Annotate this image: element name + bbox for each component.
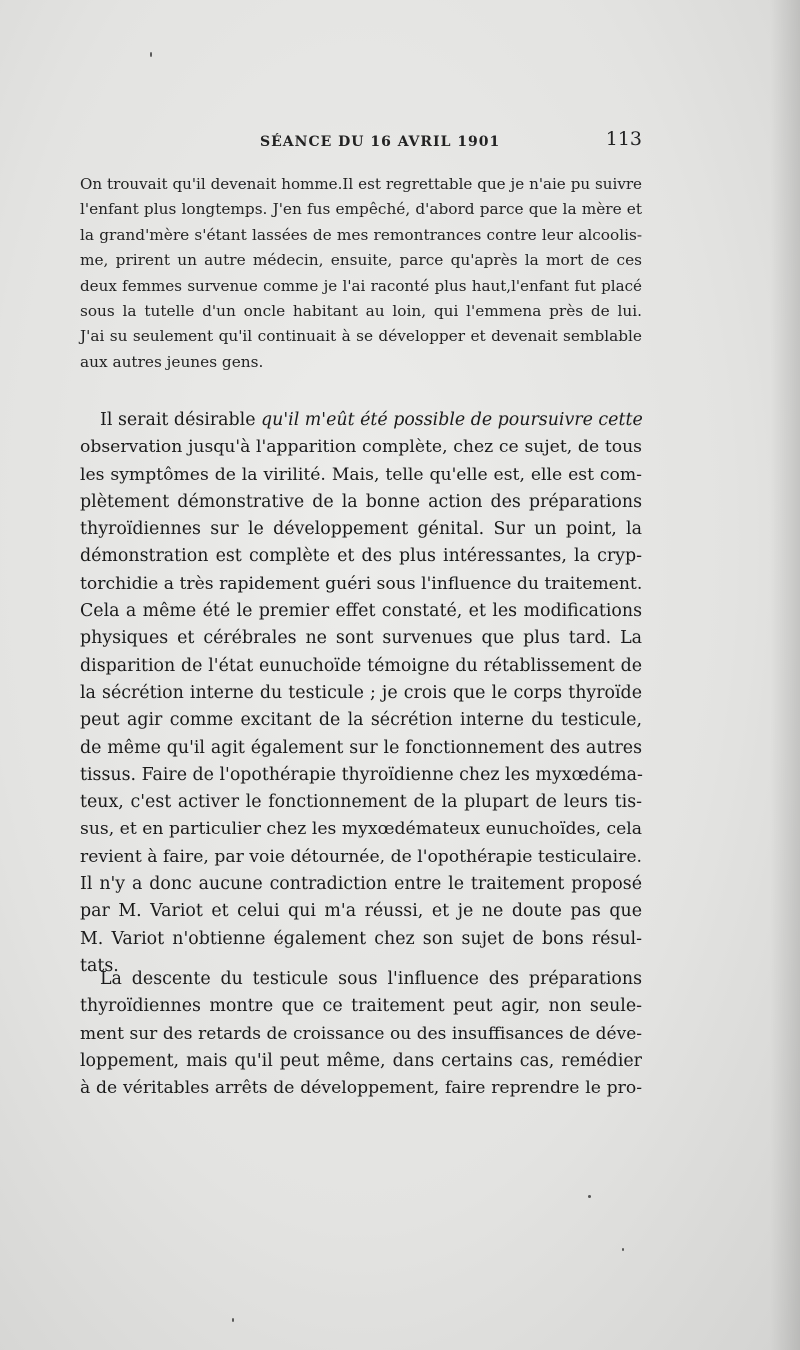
page-header (80, 128, 642, 162)
paragraph-1 (80, 172, 642, 375)
text-line: me, prirent un autre médecin, ensuite, parce qu'après la mort de ces (80, 251, 642, 270)
paragraph-2 (80, 407, 642, 980)
text-line: à de véritables arrêts de développement, faire reprendre le pro- (80, 1078, 642, 1099)
text-line: la sécrétion interne du testicule ; je crois que le corps thyroïde (80, 682, 642, 703)
text-line: torchidie a très rapidement guéri sous l'influence du traitement. (80, 573, 643, 594)
text-line: M. Variot n'obtienne également chez son sujet de bons résul- (80, 928, 642, 949)
text-line: l'enfant plus longtemps. J'en fus empêché, d'abord parce que la mère et (80, 200, 642, 219)
text-line: La descente du testicule sous l'influence des préparations (100, 969, 642, 989)
text-line: de même qu'il agit également sur le fonctionnement des autres (80, 737, 642, 758)
italic-run: qu'il m'eût été possible de poursuivre cette (261, 410, 643, 430)
paper-speck (622, 1248, 624, 1251)
text-line: plètement démonstrative de la bonne action des préparations (80, 491, 642, 512)
running-head: SÉANCE DU 16 AVRIL 1901 (260, 134, 501, 150)
text-line: la grand'mère s'étant lassées de mes remontrances contre leur alcoolis- (80, 225, 642, 244)
page-number: 113 (605, 128, 642, 150)
text-line: thyroïdiennes montre que ce traitement peut agir, non seule- (80, 996, 642, 1017)
text-line: revient à faire, par voie détournée, de l'opothérapie testiculaire. (80, 846, 642, 867)
text-line: deux femmes survenue comme je l'ai raconté plus haut,l'enfant fut placé (80, 276, 642, 295)
text-line: par M. Variot et celui qui m'a réussi, et je ne doute pas que (80, 901, 642, 922)
text-line: aux autres jeunes gens. (80, 352, 264, 371)
text-line: ment sur des retards de croissance ou des insuffisances de déve- (80, 1023, 642, 1044)
text-line: peut agir comme excitant de la sécrétion interne du testicule, (80, 710, 642, 731)
text-line: tissus. Faire de l'opothérapie thyroïdienne chez les myxœdéma- (80, 764, 643, 785)
text-line-first (80, 407, 642, 434)
text-line: thyroïdiennes sur le développement génital. Sur un point, la (80, 519, 642, 540)
text-line: loppement, mais qu'il peut même, dans certains cas, remédier (80, 1050, 642, 1071)
text-line: démonstration est complète et des plus intéressantes, la cryp- (80, 546, 642, 567)
paper-speck (150, 52, 152, 57)
text-line: observation jusqu'à l'apparition complète, chez ce sujet, de tous (80, 437, 642, 458)
text-line: physiques et cérébrales ne sont survenues que plus tard. La (80, 628, 642, 649)
paragraph-3 (80, 966, 642, 1102)
text-line: sus, et en particulier chez les myxœdémateux eunuchoïdes, cela (80, 819, 642, 840)
text-line: On trouvait qu'il devenait homme.Il est regrettable que je n'aie pu suivre (80, 175, 642, 193)
text-line: les symptômes de la virilité. Mais, telle qu'elle est, elle est com- (80, 464, 642, 485)
paper-speck (588, 1195, 591, 1198)
text-run: Il serait désirable (100, 410, 262, 430)
text-line: tats. (80, 955, 119, 976)
page-edge-shadow (770, 0, 800, 1350)
text-line: sous la tutelle d'un oncle habitant au loin, qui l'emmena près de lui. (80, 302, 642, 321)
text-line: J'ai su seulement qu'il continuait à se développer et devenait semblable (80, 327, 642, 346)
paper-speck (232, 1318, 234, 1322)
text-line: Il n'y a donc aucune contradiction entre le traitement proposé (80, 874, 642, 895)
text-line: disparition de l'état eunuchoïde témoigne du rétablissement de (80, 655, 642, 676)
text-line: Cela a même été le premier effet constaté, et les modifications (80, 601, 642, 622)
text-line: teux, c'est activer le fonctionnement de la plupart de leurs tis- (80, 792, 642, 813)
